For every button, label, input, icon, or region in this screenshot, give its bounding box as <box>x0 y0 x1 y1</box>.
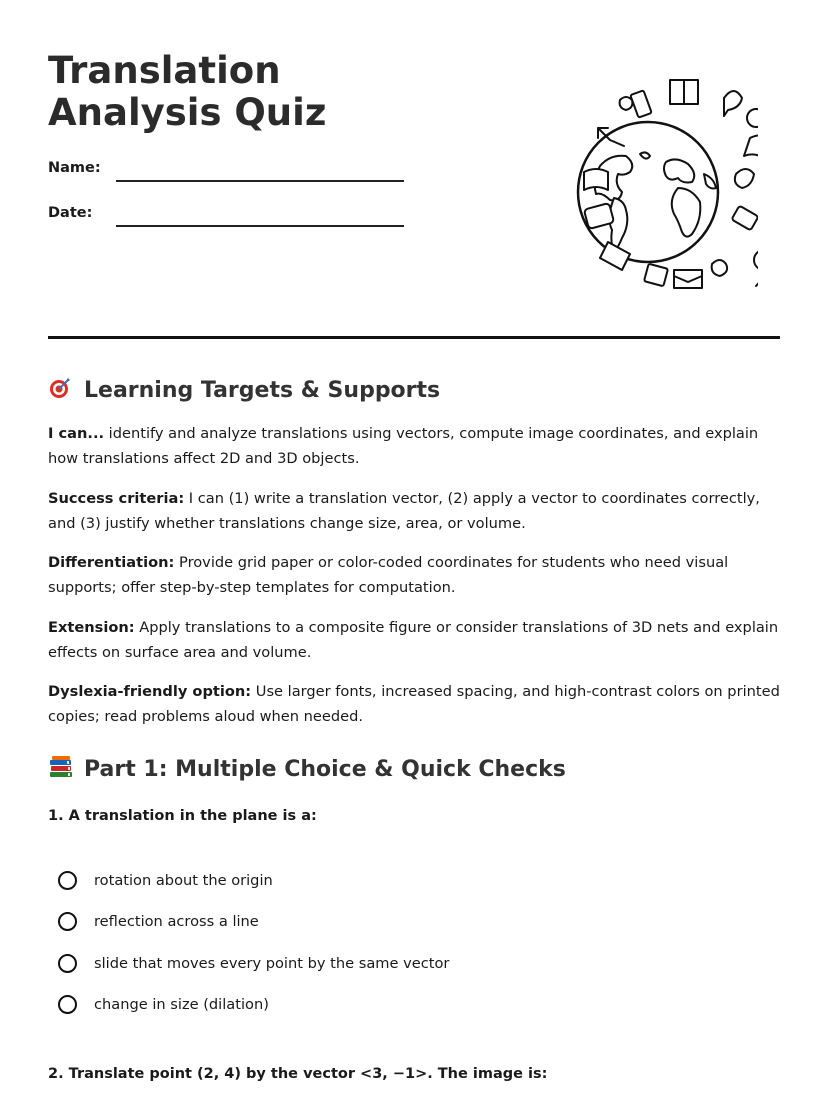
learning-target-item <box>48 487 780 536</box>
name-field <box>48 160 408 184</box>
option-label: rotation about the origin <box>94 872 273 889</box>
globe-illustration-icon <box>528 70 758 300</box>
page-title: Translation Analysis Quiz <box>48 49 327 134</box>
item-label: Success criteria: <box>48 490 185 507</box>
item-text: Use larger fonts, increased spacing, and high-contrast colors on printed copies; read problems aloud when needed. <box>48 683 780 725</box>
item-text: I can (1) write a translation vector, (2) apply a vector to coordinates correctly, and (3) justify whether translations change size, area, or volume. <box>48 490 760 532</box>
part1-heading <box>48 755 566 784</box>
books-icon <box>48 755 76 784</box>
q1-option-d[interactable] <box>58 995 269 1014</box>
name-label: Name: <box>48 160 101 176</box>
option-label: slide that moves every point by the same vector <box>94 955 450 972</box>
item-text: Provide grid paper or color-coded coordinates for students who need visual supports; offer step-by-step templates for computation. <box>48 554 729 596</box>
learning-target-item <box>48 422 780 471</box>
item-label: Extension: <box>48 619 135 636</box>
date-label: Date: <box>48 205 93 221</box>
date-input-line[interactable] <box>116 225 404 227</box>
learning-targets-heading <box>48 376 440 405</box>
item-text: identify and analyze translations using vectors, compute image coordinates, and explain how translations affect 2D and 3D objects. <box>48 425 759 467</box>
q1-option-a[interactable] <box>58 871 273 890</box>
learning-target-item <box>48 616 780 665</box>
q1-option-b[interactable] <box>58 912 259 931</box>
q1-option-c[interactable] <box>58 954 449 973</box>
radio-button[interactable] <box>58 912 77 931</box>
learning-targets-title: Learning Targets & Supports <box>84 378 441 403</box>
option-label: reflection across a line <box>94 913 259 930</box>
part1-title: Part 1: Multiple Choice & Quick Checks <box>84 757 566 782</box>
header-divider <box>48 336 780 339</box>
radio-button[interactable] <box>58 871 77 890</box>
question-2-prompt: 2. Translate point (2, 4) by the vector <3, −1>. The image is: <box>48 1066 548 1082</box>
item-label: I can... <box>48 425 105 442</box>
target-icon <box>48 376 76 405</box>
question-1-prompt: 1. A translation in the plane is a: <box>48 808 317 824</box>
radio-button[interactable] <box>58 995 77 1014</box>
item-label: Dyslexia-friendly option: <box>48 683 252 700</box>
option-label: change in size (dilation) <box>94 996 269 1013</box>
item-label: Differentiation: <box>48 554 175 571</box>
date-field <box>48 205 408 229</box>
name-input-line[interactable] <box>116 180 404 182</box>
item-text: Apply translations to a composite figure or consider translations of 3D nets and explain effects on surface area and volume. <box>48 619 779 661</box>
learning-target-item <box>48 551 780 600</box>
learning-target-item <box>48 680 780 729</box>
radio-button[interactable] <box>58 954 77 973</box>
